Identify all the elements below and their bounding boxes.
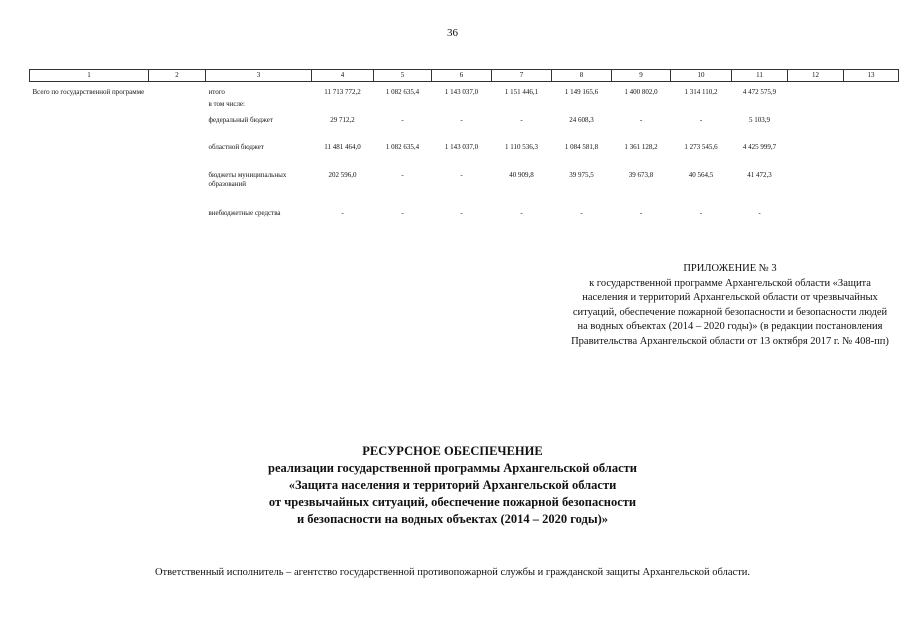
table-cell: 1 151 446,1 xyxy=(504,88,539,96)
column-header: 8 xyxy=(552,70,612,82)
title-line: «Защита населения и территорий Архангельской области xyxy=(288,478,617,492)
table-cell: 41 472,3 xyxy=(747,171,772,179)
table-cell: 29 712,2 xyxy=(330,116,355,124)
funding-source: в том числе: xyxy=(208,100,245,108)
table-cell: 1 084 581,8 xyxy=(564,143,599,151)
table-cell: 4 425 999,7 xyxy=(742,143,777,151)
page-number: 36 xyxy=(447,27,458,39)
funding-source: областной бюджет xyxy=(208,143,264,151)
title-line: РЕСУРСНОЕ ОБЕСПЕЧЕНИЕ xyxy=(362,444,543,458)
column-header: 3 xyxy=(206,70,312,82)
table-row xyxy=(30,82,899,101)
column-header: 1 xyxy=(30,70,149,82)
table-cell xyxy=(374,100,432,116)
table-cell: 40 564,5 xyxy=(688,171,714,179)
table-cell: 1 273 545,6 xyxy=(684,143,718,151)
table-cell: - xyxy=(580,209,583,217)
table-cell: 1 082 635,4 xyxy=(385,143,420,151)
table-cell: 5 103,9 xyxy=(749,116,770,124)
table-cell: 39 975,5 xyxy=(569,171,594,179)
table-cell: - xyxy=(341,209,344,217)
table-cell: 1 143 037,0 xyxy=(444,143,479,151)
table-cell: 1 082 635,4 xyxy=(385,88,420,96)
table-row xyxy=(30,100,899,116)
table-cell: 1 361 128,2 xyxy=(624,143,658,151)
appendix-title: ПРИЛОЖЕНИЕ № 3 xyxy=(683,263,777,274)
funding-source: федеральный бюджет xyxy=(208,116,273,124)
table-cell: - xyxy=(460,116,463,124)
table-row xyxy=(30,116,899,143)
table-row xyxy=(30,171,899,209)
table-cell xyxy=(312,100,374,116)
table-cell: - xyxy=(520,116,523,124)
appendix-text: к государственной программе Архангельской области «Защита населения и территорий Архангельской области от чрезвычайных ситуаций, обеспечение пожарной безопасности и безопасности людей на водных объектах (2014 – 2020 годы)» (в редакции постановления Правительства Архангельской области от 13 октября 2017 г. № 408-пп) xyxy=(571,277,889,347)
table-cell xyxy=(612,100,671,116)
column-header: 9 xyxy=(612,70,671,82)
table-cell: 1 143 037,0 xyxy=(444,88,479,96)
column-header: 13 xyxy=(844,70,899,82)
table-cell: 1 110 536,3 xyxy=(505,143,538,151)
column-header: 12 xyxy=(788,70,844,82)
column-header: 10 xyxy=(671,70,732,82)
table-cell: 39 673,8 xyxy=(628,171,654,179)
column-header: 6 xyxy=(432,70,492,82)
column-header: 4 xyxy=(312,70,374,82)
responsible-executor: Ответственный исполнитель – агентство государственной противопожарной службы и гражданской защиты Архангельской области. xyxy=(154,567,751,578)
table-cell: 1 400 802,0 xyxy=(624,88,658,96)
table-cell: - xyxy=(758,209,761,217)
table-cell: 1 149 165,6 xyxy=(564,88,599,96)
table-cell: - xyxy=(401,209,404,217)
table-cell: - xyxy=(699,209,703,217)
funding-source: бюджеты муниципальных образований xyxy=(208,171,287,188)
table-cell: - xyxy=(401,171,404,179)
table-cell: - xyxy=(460,209,463,217)
table-cell: 202 596,0 xyxy=(328,171,357,179)
column-header: 2 xyxy=(149,70,206,82)
table-cell: - xyxy=(401,116,404,124)
table-cell: - xyxy=(699,116,703,124)
row-label-total: Всего по государственной программе xyxy=(32,88,145,96)
table-cell: 24 608,3 xyxy=(569,116,594,124)
table-cell: - xyxy=(639,116,643,124)
table-cell: - xyxy=(520,209,523,217)
table-cell: 11 481 464,0 xyxy=(324,143,361,151)
appendix-block xyxy=(570,262,890,349)
table-cell: - xyxy=(460,171,463,179)
table-cell xyxy=(552,100,612,116)
funding-source: итого xyxy=(208,88,225,96)
title-line: от чрезвычайных ситуаций, обеспечение пожарной безопасности xyxy=(268,495,637,509)
title-line: и безопасности на водных объектах (2014 – 2020 годы)» xyxy=(296,512,609,526)
title-line: реализации государственной программы Архангельской области xyxy=(268,461,637,475)
table-row xyxy=(30,143,899,171)
column-header: 5 xyxy=(374,70,432,82)
table-cell: 40 909,8 xyxy=(509,171,534,179)
table-cell xyxy=(732,100,788,116)
table-cell: - xyxy=(639,209,643,217)
table-cell xyxy=(492,100,552,116)
table-cell: 4 472 575,9 xyxy=(742,88,777,96)
funding-source: внебюджетные средства xyxy=(208,209,281,217)
table-cell xyxy=(432,100,492,116)
column-header: 7 xyxy=(492,70,552,82)
table-row xyxy=(30,209,899,233)
document-title xyxy=(0,443,905,528)
resource-table xyxy=(29,69,899,233)
table-cell xyxy=(671,100,732,116)
table-header-row xyxy=(30,70,899,82)
table-cell: 1 314 110,2 xyxy=(684,88,718,96)
table-cell: 11 713 772,2 xyxy=(324,88,361,96)
column-header: 11 xyxy=(732,70,788,82)
